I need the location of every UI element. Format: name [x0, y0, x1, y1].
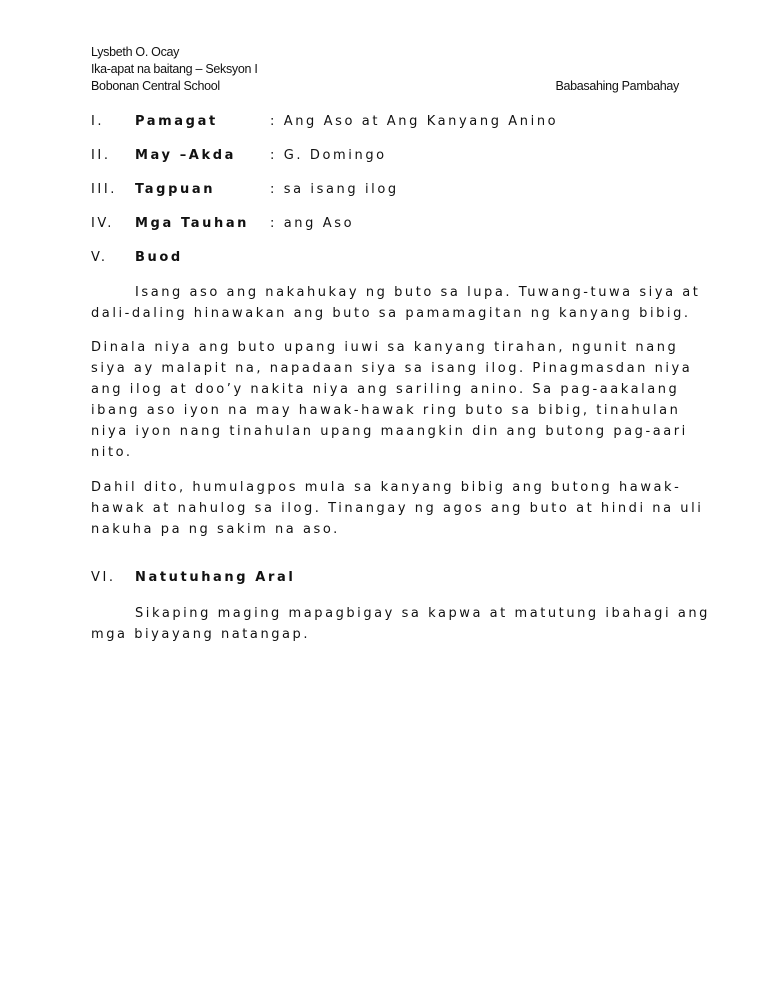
item-pamagat	[91, 114, 691, 134]
buod-paragraph-2	[91, 337, 691, 463]
text-line: Sikaping maging mapagbigay sa kapwa at matutung ibahagi ang	[135, 606, 710, 621]
text-line: ang ilog at doo’y nakita niya ang sariling anino. Sa pag-aakalang	[91, 382, 680, 397]
item-natutuhang-aral	[91, 570, 691, 590]
item-value: : Ang Aso at Ang Kanyang Anino	[270, 114, 559, 129]
item-number: VI.	[91, 570, 116, 585]
text-line: Dahil dito, humulagpos mula sa kanyang bibig ang butong hawak-	[91, 480, 682, 495]
item-label: Pamagat	[135, 114, 218, 129]
item-number: V.	[91, 250, 108, 265]
buod-paragraph-1	[91, 282, 701, 324]
item-number: IV.	[91, 216, 114, 231]
grade-section: Ika-apat na baitang – Seksyon I	[91, 62, 258, 76]
buod-paragraph-3	[91, 477, 704, 540]
item-tagpuan	[91, 182, 691, 202]
text-line: siya ay malapit na, napadaan siya sa isang ilog. Pinagmasdan niya	[91, 361, 693, 376]
text-line: hawak at nahulog sa ilog. Tinangay ng agos ang buto at hindi na uli	[91, 501, 704, 516]
item-label: Buod	[135, 250, 183, 265]
item-number: II.	[91, 148, 111, 163]
item-value: : G. Domingo	[270, 148, 387, 163]
text-line: ibang aso iyon na may hawak-hawak ring buto sa bibig, tinahulan	[91, 403, 681, 418]
text-line: niya iyon nang tinahulan upang maangkin din ang butong pag-aari	[91, 424, 688, 439]
text-line: Dinala niya ang buto upang iuwi sa kanyang tirahan, ngunit nang	[91, 340, 679, 355]
item-label: May –Akda	[135, 148, 236, 163]
item-mga-tauhan	[91, 216, 691, 236]
aral-paragraph	[91, 603, 710, 645]
text-line: Isang aso ang nakahukay ng buto sa lupa. Tuwang-tuwa siya at	[135, 285, 701, 300]
item-label: Mga Tauhan	[135, 216, 250, 231]
text-line: nakuha pa ng sakim na aso.	[91, 522, 340, 537]
item-number: I.	[91, 114, 105, 129]
item-label: Tagpuan	[135, 182, 216, 197]
school-name: Bobonan Central School	[91, 79, 220, 93]
author-name: Lysbeth O. Ocay	[91, 45, 180, 59]
text-line: dali-daling hinawakan ang buto sa pamamagitan ng kanyang bibig.	[91, 306, 691, 321]
document-type: Babasahing Pambahay	[555, 79, 679, 93]
item-value: : ang Aso	[270, 216, 355, 231]
item-value: : sa isang ilog	[270, 182, 399, 197]
text-line: nito.	[91, 445, 133, 460]
text-line: mga biyayang natangap.	[91, 627, 311, 642]
item-label: Natutuhang Aral	[135, 570, 296, 585]
item-buod	[91, 250, 691, 270]
document-header	[91, 44, 679, 95]
item-number: III.	[91, 182, 118, 197]
item-may-akda	[91, 148, 691, 168]
